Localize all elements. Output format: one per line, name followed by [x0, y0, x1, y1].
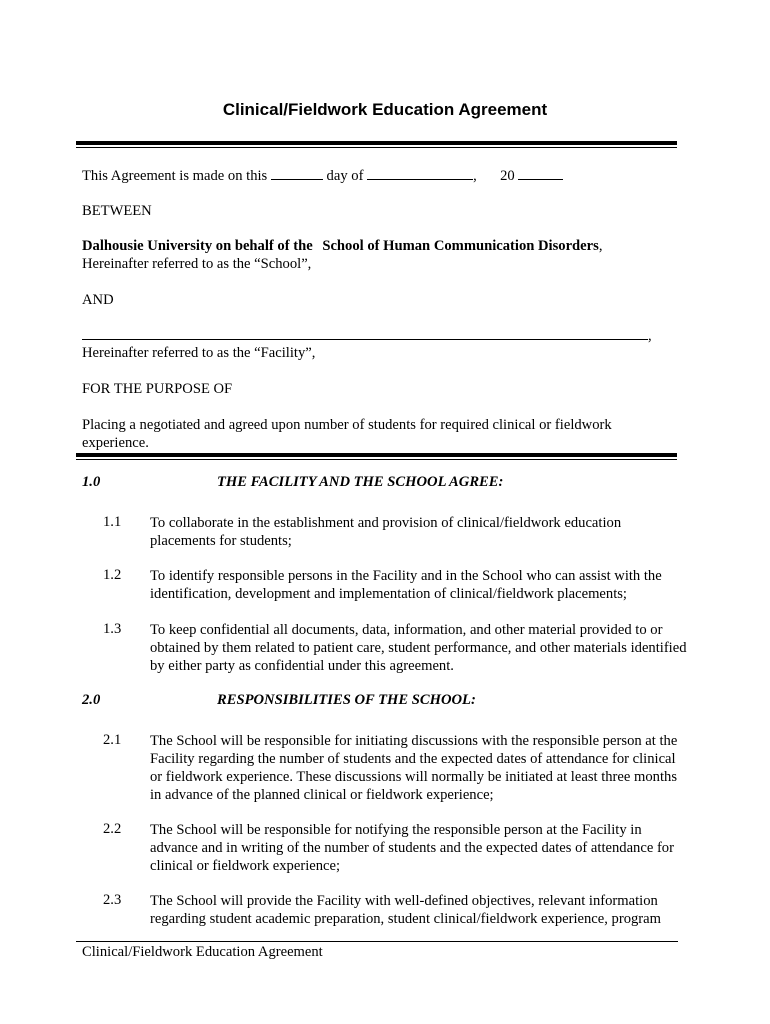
section-number: 1.0 — [82, 474, 101, 490]
section-heading: RESPONSIBILITIES OF THE SCHOOL: — [217, 692, 476, 708]
item-text: The School will be responsible for notifying the responsible person at the Facility in advance and in writing of the number of students and the expected dates of attendance for clinical or fieldwork experience; — [150, 822, 674, 874]
purpose-heading: FOR THE PURPOSE OF — [82, 381, 233, 397]
footer-rule — [76, 941, 678, 942]
and-label: AND — [82, 292, 114, 308]
facility-comma: , — [648, 328, 652, 344]
school-party-line — [82, 238, 602, 255]
item-text: The School will be responsible for initiating discussions with the responsible person at the Facility regarding the number of students and the expected dates of attendance for clinical or fieldwork experience. These discussions will normally be initiated at least three months in advance of the planned clinical or fieldwork experience; — [150, 733, 678, 803]
university-name: Dalhousie University on behalf of the — [82, 238, 313, 254]
section-number: 2.0 — [82, 692, 101, 708]
facility-name-blank[interactable] — [82, 327, 648, 340]
purpose-text-line-1: Placing a negotiated and agreed upon number of students for required clinical or fieldwork — [82, 417, 612, 433]
facility-referred-text: Hereinafter referred to as the “Facility”, — [82, 345, 316, 361]
item-text: To keep confidential all documents, data, information, and other material provided to or obtained by them related to patient care, student performance, and other materials identified by either party as confidential under this agreement. — [150, 622, 687, 674]
school-comma: , — [598, 238, 603, 254]
day-blank[interactable] — [271, 167, 323, 180]
item-number: 2.2 — [103, 821, 122, 837]
made-on-label: This Agreement is made on this — [82, 168, 268, 184]
date-comma: , — [473, 168, 477, 184]
month-blank[interactable] — [367, 167, 473, 180]
title-double-rule — [76, 141, 677, 148]
school-referred-text: Hereinafter referred to as the “School”, — [82, 256, 312, 272]
agreement-date-line — [82, 167, 563, 185]
facility-name-line — [82, 327, 652, 345]
between-label: BETWEEN — [82, 203, 152, 219]
section-heading: THE FACILITY AND THE SCHOOL AGREE: — [217, 474, 504, 490]
item-text: To identify responsible persons in the Facility and in the School who can assist with the identification, development and implementation of clinical/fieldwork placements; — [150, 568, 662, 602]
item-number: 1.3 — [103, 621, 122, 637]
item-text: The School will provide the Facility with well-defined objectives, relevant information regarding student academic preparation, student clinical/fieldwork experience, program — [150, 893, 661, 927]
item-number: 1.2 — [103, 567, 122, 583]
purpose-text-line-2: experience. — [82, 435, 149, 451]
item-number: 1.1 — [103, 514, 122, 530]
school-name: School of Human Communication Disorders — [322, 238, 599, 254]
item-number: 2.3 — [103, 892, 122, 908]
item-number: 2.1 — [103, 732, 122, 748]
year-prefix: 20 — [500, 168, 515, 184]
item-text: To collaborate in the establishment and provision of clinical/fieldwork education placements for students; — [150, 515, 622, 549]
footer-text: Clinical/Fieldwork Education Agreement — [82, 944, 323, 960]
day-of-label: day of — [326, 168, 364, 184]
year-blank[interactable] — [518, 167, 563, 180]
document-title: Clinical/Fieldwork Education Agreement — [222, 100, 548, 119]
section-double-rule — [76, 453, 677, 460]
